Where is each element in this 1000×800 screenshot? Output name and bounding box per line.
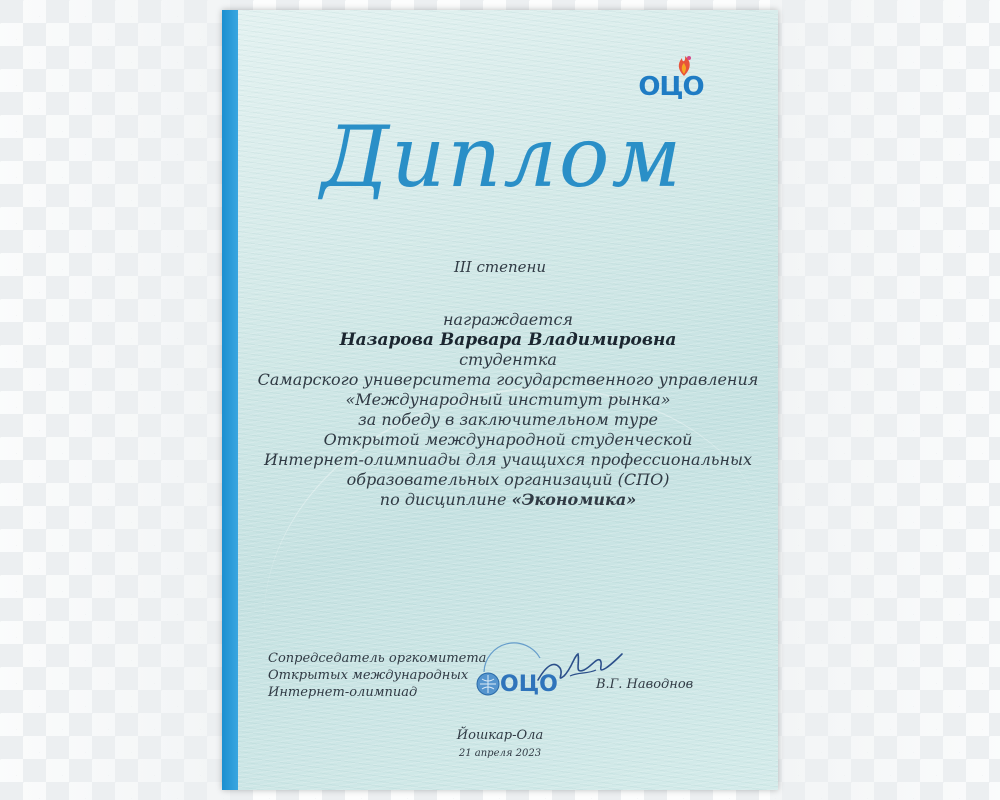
seal-text: ОЦО	[500, 672, 558, 697]
discipline-line	[238, 490, 778, 510]
olympiad-line-2: Интернет-олимпиады для учащихся профессиональных	[263, 450, 753, 469]
issue-date: 21 апреля 2023	[458, 748, 542, 759]
status-line: студентка	[459, 350, 557, 369]
university-line-2: «Международный институт рынка»	[345, 390, 671, 409]
olympiad-line-3: образовательных организаций (СПО)	[346, 470, 670, 489]
recipient-name: Назарова Варвара Владимировна	[339, 330, 677, 350]
awarded-line: награждается	[442, 310, 573, 329]
side-stripe	[222, 10, 238, 790]
diploma-degree: III степени	[453, 258, 547, 276]
diploma-sheet	[222, 10, 778, 790]
discipline-name: «Экономика»	[511, 490, 637, 509]
university-line-1: Самарского университета государственного управления	[257, 370, 759, 389]
background-fade-left	[0, 0, 230, 800]
logo-text: ОЦО	[638, 72, 704, 102]
award-text	[238, 310, 778, 510]
olympiad-line-1: Открытой международной студенческой	[323, 430, 693, 449]
diploma-title: Диплом	[320, 108, 684, 206]
signer-name: В.Г. Наводнов	[596, 677, 694, 692]
olympiad-logo	[636, 54, 706, 110]
chair-line-2: Открытых международных	[268, 668, 469, 683]
discipline-prefix: по дисциплине	[379, 490, 507, 509]
city: Йошкар-Ола	[456, 728, 544, 743]
chair-line-1: Сопредседатель оргкомитета	[268, 651, 487, 666]
victory-line: за победу в заключительном туре	[357, 410, 658, 429]
chair-title	[268, 650, 486, 701]
chair-line-3: Интернет-олимпиад	[268, 685, 418, 700]
background-fade-right	[770, 0, 1000, 800]
